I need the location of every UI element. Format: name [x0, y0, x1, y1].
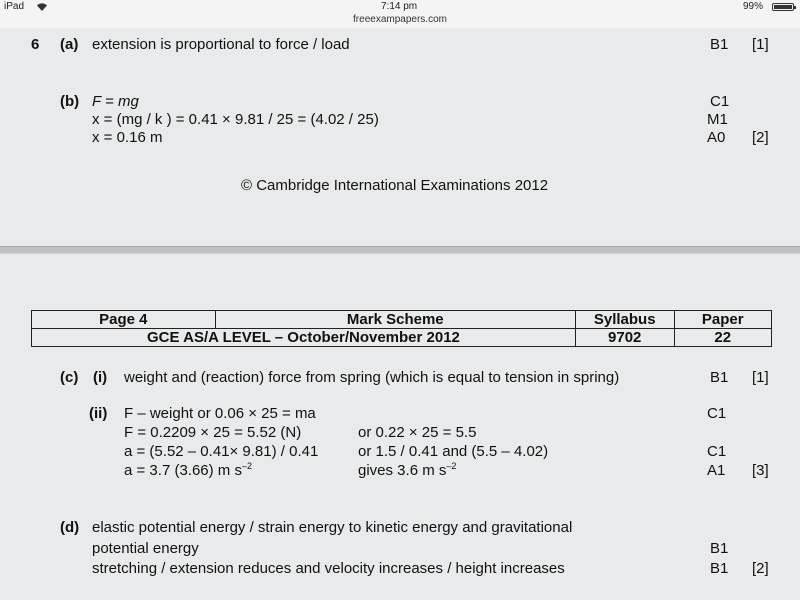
status-time: 7:14 pm	[381, 1, 418, 12]
part-c-ii-line-4: a = 3.7 (3.66) m $s^{-2}$	[124, 461, 252, 479]
part-b-line-1: F = mg	[92, 93, 139, 110]
header-paper-label: Paper	[674, 311, 771, 329]
part-c-ii-line-2: F = 0.2209 × 25 = 5.52 (N)	[124, 424, 302, 441]
part-c-ii-line-2-alt: or 0.22 × 25 = 5.5	[358, 424, 477, 441]
copyright-footer: © Cambridge International Examinations 2012	[241, 177, 549, 194]
header-syllabus-label: Syllabus	[575, 311, 674, 329]
part-b-label: (b)	[60, 93, 80, 110]
page-break	[0, 246, 800, 254]
battery-icon	[772, 3, 794, 11]
device-label: iPad	[4, 1, 25, 12]
header-row-1	[32, 311, 772, 329]
part-b-mark-3: A0	[707, 129, 726, 146]
header-syllabus-code: 9702	[575, 329, 674, 347]
header-title: Mark Scheme	[215, 311, 575, 329]
part-c-i-total: [1]	[752, 369, 769, 386]
url-text[interactable]: freeexampapers.com	[353, 14, 447, 25]
url-bar[interactable]	[0, 14, 800, 28]
header-exam-name: GCE AS/A LEVEL – October/November 2012	[32, 329, 576, 347]
part-c-ii-line-3-alt: or 1.5 / 0.41 and (5.5 – 4.02)	[358, 443, 549, 460]
part-c-label: (c)	[60, 369, 79, 386]
battery-percent: 99%	[743, 1, 764, 12]
part-b-mark-1: C1	[710, 93, 730, 110]
part-d-line-2: potential energy	[92, 540, 199, 557]
part-d-mark-3: B1	[710, 560, 729, 577]
part-c-ii-line-3: a = (5.52 – 0.41× 9.81) / 0.41	[124, 443, 319, 460]
mark-scheme-header-table	[31, 310, 772, 347]
part-d-total: [2]	[752, 560, 769, 577]
part-c-i-label: (i)	[93, 369, 108, 386]
part-c-ii-total: [3]	[752, 462, 769, 479]
part-c-ii-mark-3: C1	[707, 443, 727, 460]
question-number: 6	[31, 36, 40, 53]
header-page: Page 4	[32, 311, 216, 329]
part-c-i-mark: B1	[710, 369, 729, 386]
part-a-mark: B1	[710, 36, 729, 53]
part-c-ii-line-1: F – weight or 0.06 × 25 = ma	[124, 405, 316, 422]
part-a-label: (a)	[60, 36, 79, 53]
part-d-mark-2: B1	[710, 540, 729, 557]
status-bar	[0, 0, 800, 14]
part-d-line-1: elastic potential energy / strain energy to kinetic energy and gravitational	[92, 519, 573, 536]
part-c-ii-mark-1: C1	[707, 405, 727, 422]
part-b-line-3: x = 0.16 m	[92, 129, 163, 146]
part-b-line-2: x = (mg / k ) = 0.41 × 9.81 / 25 = (4.02 / 25)	[92, 111, 379, 128]
part-a-total: [1]	[752, 36, 769, 53]
header-paper-number: 22	[674, 329, 771, 347]
part-a-text: extension is proportional to force / load	[92, 36, 350, 53]
part-b-mark-2: M1	[707, 111, 728, 128]
part-c-ii-label: (ii)	[89, 405, 108, 422]
part-d-line-3: stretching / extension reduces and velocity increases / height increases	[92, 560, 565, 577]
part-d-label: (d)	[60, 519, 80, 536]
part-c-ii-line-4-alt: gives 3.6 m $s^{-2}$	[358, 461, 457, 479]
part-c-ii-mark-4: A1	[707, 462, 726, 479]
part-b-total: [2]	[752, 129, 769, 146]
part-c-i-text: weight and (reaction) force from spring (which is equal to tension in spring)	[124, 369, 620, 386]
wifi-icon	[37, 3, 47, 11]
header-row-2	[32, 329, 772, 347]
